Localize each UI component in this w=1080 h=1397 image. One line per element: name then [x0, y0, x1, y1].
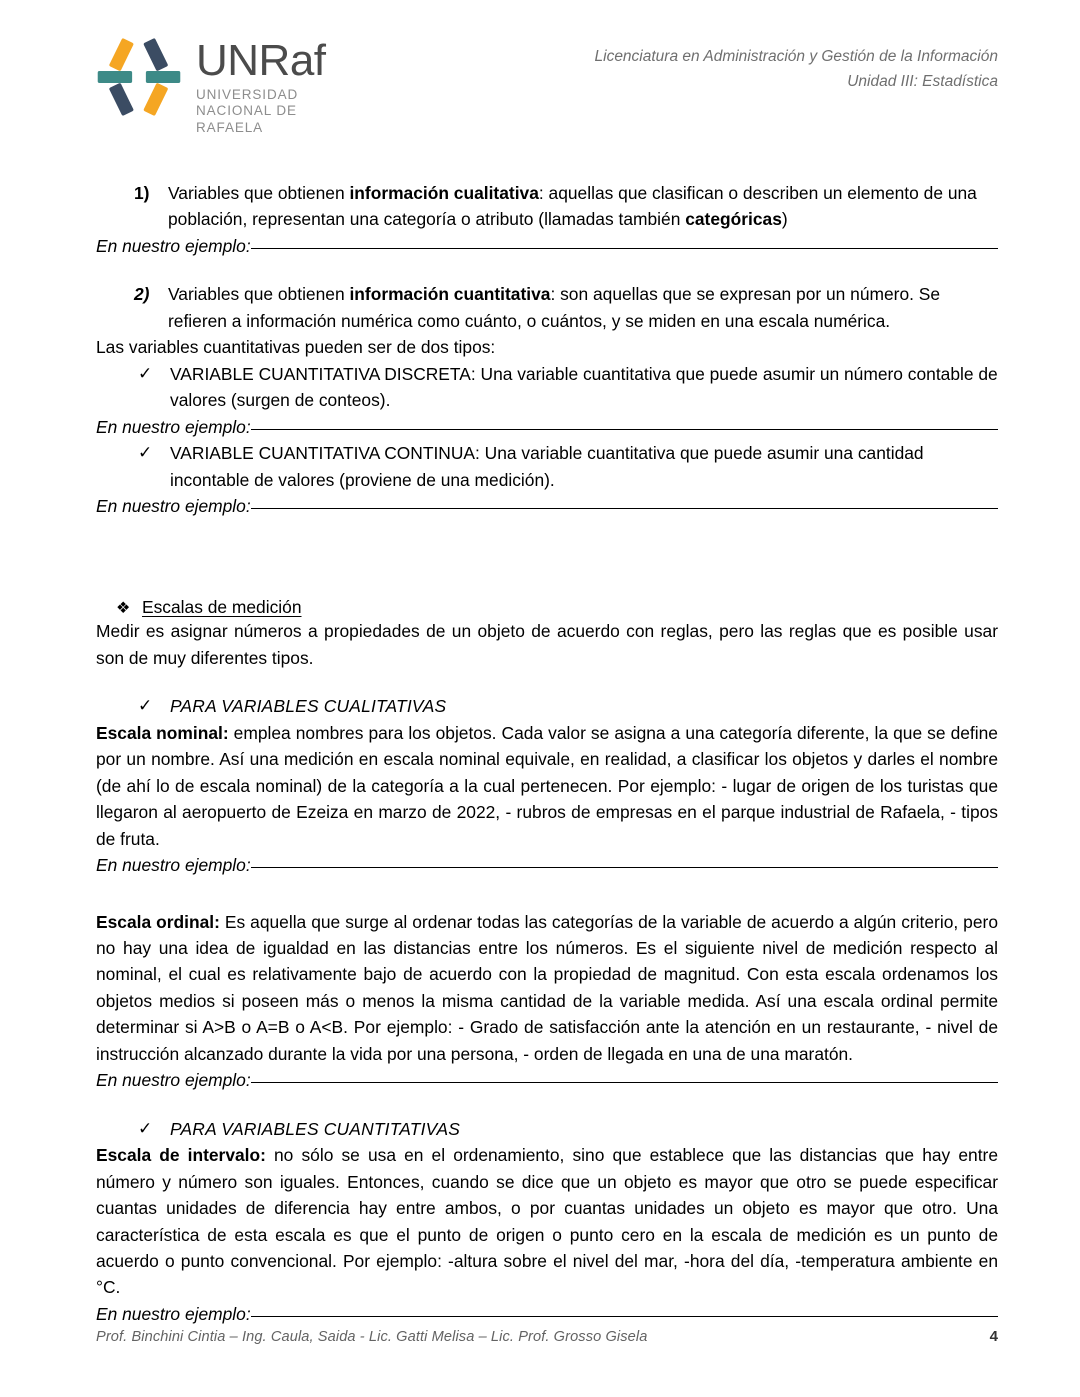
document-body	[0, 140, 1080, 1327]
ejemplo-field-4	[96, 852, 998, 878]
university-logo	[96, 26, 326, 136]
course-header	[595, 26, 999, 94]
ejemplo-blank-line-2[interactable]	[251, 429, 998, 430]
escalas-intro-paragraph: Medir es asignar números a propiedades de un objeto de acuerdo con reglas, pero las reglas que es posible usar son de muy diferentes tipos.	[96, 621, 998, 668]
ejemplo-label-4: En nuestro ejemplo:	[96, 855, 251, 876]
escala-intervalo-paragraph	[96, 1142, 998, 1301]
ejemplo-blank-line-3[interactable]	[251, 508, 998, 509]
section-heading-escalas-text: Escalas de medición	[142, 597, 302, 618]
ejemplo-field-6	[96, 1301, 998, 1327]
escala-ordinal-paragraph	[96, 909, 998, 1068]
subheading-para-cualitativas-text: PARA VARIABLES CUALITATIVAS	[170, 696, 447, 717]
escala-nominal-text: emplea nombres para los objetos. Cada valor se asigna a una categoría diferente, la que se define por un nombre. Así una medición en escala nominal equivale, en realidad, a clasificar los objetos y darles el nombre (de ahí lo de escala nominal) de la categoría a la cual pertenecen. Por ejemplo: - lugar de origen de los turistas que llegaron al aeropuerto de Ezeiza en marzo de 2022, - rubros de empresas en el parque industrial de Rafaela, - tipos de fruta.	[96, 722, 998, 849]
list-item-2	[134, 281, 998, 334]
dos-tipos-line: Las variables cuantitativas pueden ser de dos tipos:	[96, 337, 496, 358]
escala-intervalo-label: Escala de intervalo:	[96, 1145, 266, 1166]
escala-intervalo-text: no sólo se usa en el ordenamiento, sino que establece que las distancias que hay entre número y número son iguales. Entonces, cuando se dice que un objeto es mayor que otro se puede especificar cuantas unidades de diferencia hay entre ambos, o por cuantas unidades un objeto es mayor que otro. Una característica de esta escala es que el punto de origen o punto cero en la escala de medición es un punto de acuerdo o punto convencional. Por ejemplo: -altura sobre el nivel del mar, -hora del día, -temperatura ambiente en °C.	[96, 1145, 998, 1298]
item1-bold-2: categóricas	[685, 209, 782, 230]
escala-nominal-paragraph	[96, 720, 998, 852]
escala-ordinal-label: Escala ordinal:	[96, 911, 220, 932]
logo-subtitle-line-3: RAFAELA	[196, 119, 264, 135]
escala-nominal-label: Escala nominal:	[96, 722, 229, 743]
list-item-1	[134, 180, 998, 233]
logo-subtitle	[196, 87, 326, 136]
ejemplo-field-3	[96, 493, 998, 519]
check-item-discreta-text: VARIABLE CUANTITATIVA DISCRETA: Una variable cuantitativa que puede asumir un número contable de valores (surgen de conteos).	[170, 363, 998, 411]
logo-subtitle-line-2: NACIONAL DE	[196, 103, 297, 119]
ejemplo-blank-line-4[interactable]	[251, 867, 998, 868]
check-icon: ✓	[138, 1118, 153, 1138]
check-item-continua-text: VARIABLE CUANTITATIVA CONTINUA: Una variable cuantitativa que puede asumir una cantidad incontable de valores (proviene de una medición).	[170, 443, 924, 490]
list-item-1-marker: 1)	[134, 183, 150, 203]
list-item-1-text	[168, 180, 998, 233]
ejemplo-field-5	[96, 1067, 998, 1093]
item2-bold-1: información cuantitativa	[349, 284, 551, 305]
logo-subtitle-line-1: UNIVERSIDAD	[196, 86, 299, 102]
item1-text-2: : aquellas que clasifican o describen un elemento de una población, representan una categoría o atributo (llamadas también	[168, 183, 977, 230]
item1-text-1: Variables que obtienen	[168, 183, 350, 203]
check-item-discreta	[138, 361, 998, 414]
ejemplo-label-6: En nuestro ejemplo:	[96, 1303, 251, 1324]
ejemplo-blank-line-6[interactable]	[251, 1316, 998, 1317]
item2-text-2: : son aquellas que se expresan por un número. Se refieren a información numérica como cuánto, o cuántos, y se miden en una escala numérica.	[168, 284, 941, 331]
ejemplo-label-1: En nuestro ejemplo:	[96, 235, 251, 256]
check-icon: ✓	[138, 696, 153, 716]
list-item-2-text	[168, 281, 998, 334]
ejemplo-blank-line-1[interactable]	[251, 248, 998, 249]
ejemplo-label-2: En nuestro ejemplo:	[96, 416, 251, 437]
subheading-para-cuantitativas	[138, 1116, 998, 1142]
page-footer	[96, 1328, 998, 1345]
section-heading-escalas	[116, 597, 998, 618]
subheading-para-cualitativas	[138, 693, 998, 719]
ejemplo-blank-line-5[interactable]	[251, 1082, 998, 1083]
logo-wordmark	[196, 34, 326, 136]
ejemplo-field-1	[96, 233, 998, 259]
item1-text-3: )	[781, 209, 788, 230]
footer-authors: Prof. Binchini Cintia – Ing. Caula, Saida - Lic. Gatti Melisa – Lic. Prof. Grosso Gisela	[96, 1329, 648, 1345]
ejemplo-label-5: En nuestro ejemplo:	[96, 1070, 251, 1091]
subheading-para-cuantitativas-text: PARA VARIABLES CUANTITATIVAS	[170, 1118, 461, 1139]
item1-bold-1: información cualitativa	[349, 183, 539, 203]
page-header	[0, 0, 1080, 140]
list-item-2-marker: 2)	[134, 284, 150, 305]
footer-page-number: 4	[989, 1328, 998, 1345]
logo-name: UNRaf	[196, 36, 326, 85]
course-unit: Unidad III: Estadística	[847, 73, 998, 91]
course-title: Licenciatura en Administración y Gestión de la Información	[594, 48, 998, 65]
diamond-bullet-icon: ❖	[116, 600, 131, 618]
item2-text-1: Variables que obtienen	[168, 284, 350, 305]
escala-ordinal-text: Es aquella que surge al ordenar todas las categorías de la variable de acuerdo a algún criterio, pero no hay una idea de igualdad en las distancias entre los números. Es el siguiente nivel de medición respecto al nominal, el cual es relativamente bajo de acuerdo con la propiedad de magnitud. Con esta escala ordenamos los objetos medios si poseen más o menos la misma cantidad de la variable medida. Así una escala ordinal permite determinar si A>B o A=B o A<B. Por ejemplo: - Grado de satisfacción ante la atención en un restaurante, - nivel de instrucción alcanzado durante la vida por una persona, - orden de llegada en una de una maratón.	[96, 911, 998, 1064]
ejemplo-label-3: En nuestro ejemplo:	[96, 495, 251, 516]
check-item-continua	[138, 440, 998, 493]
check-icon: ✓	[138, 443, 153, 463]
check-icon: ✓	[138, 363, 153, 383]
ejemplo-field-2	[96, 414, 998, 440]
unraf-asterisk-logo-icon	[96, 34, 182, 120]
